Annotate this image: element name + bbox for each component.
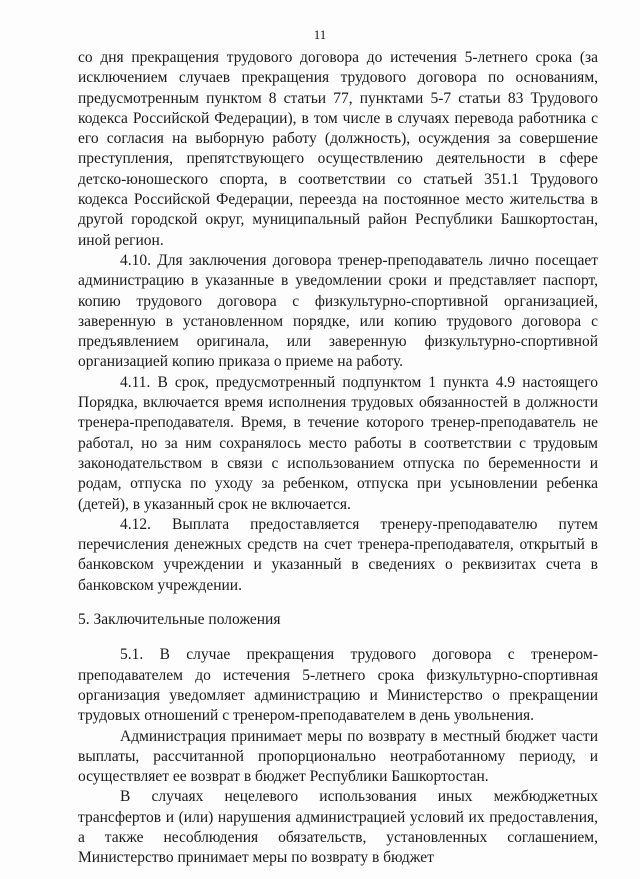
paragraph: 4.11. В срок, предусмотренный подпунктом 1 пункта 4.9 настоящего Порядка, включается время исполнения трудовых обязанностей в должности тренера-преподавателя. Время, в течение которого тренер-преподаватель не работал, но за ним сохранялось место работы в соответствии с трудовым законодательством в связи с использованием отпуска по беременности и родам, отпуска по уходу за ребенком, отпуска при усыновлении ребенка (детей), в указанный срок не включается. — [78, 373, 598, 513]
paragraph: Администрация принимает меры по возврату в местный бюджет части выплаты, рассчитанной пропорционально неотработанному периоду, и осуществляет ее возврат в бюджет Республики Башкортостан. — [78, 727, 598, 786]
paragraph: 4.12. Выплата предоставляется тренеру-преподавателю путем перечисления денежных средств на счет тренера-преподавателя, открытый в банковском учреждении и указанный в сведениях о реквизитах счета в банковском учреждении. — [78, 515, 598, 594]
paragraphs-before — [78, 48, 598, 596]
paragraphs-after — [78, 645, 598, 868]
paragraph: 5.1. В случае прекращения трудового договора с тренером-преподавателем до истечения 5-летнего срока физкультурно-спортивная организация уведомляет администрацию и Министерство о прекращении трудовых отношений с тренером-преподавателем в день увольнения. — [78, 646, 598, 725]
section-heading: 5. Заключительные положения — [78, 611, 281, 629]
paragraph: со дня прекращения трудового договора до истечения 5-летнего срока (за исключением случаев прекращения трудового договора по основаниям, предусмотренным пунктом 8 статьи 77, пунктами 5-7 статьи 83 Трудового кодекса Российской Федерации), в том числе в случаях перевода работника с его согласия на выборную работу (должность), осуждения за совершение преступления, препятствующего осуществлению деятельности в сфере детско-юношеского спорта, в соответствии со статьей 351.1 Трудового кодекса Российской Федерации, переезда на постоянное место жительства в другой городской округ, муниципальный район Республики Башкортостан, иной регион. — [78, 49, 598, 249]
page-number: 11 — [313, 27, 327, 42]
document-body — [78, 48, 598, 869]
paragraph: 4.10. Для заключения договора тренер-преподаватель лично посещает администрацию в указанные в уведомлении сроки и представляет паспорт, копию трудового договора с физкультурно-спортивной организацией, заверенную в установленном порядке, или копию трудового договора с предъявлением оригинала, или заверенную физкультурно-спортивной организацией копию приказа о приеме на работу. — [78, 251, 598, 371]
paragraph: В случаях нецелевого использования иных межбюджетных трансфертов и (или) нарушения администрацией условий их предоставления, а также несоблюдения обязательств, установленных соглашением, Министерство принимает меры по возврату в бюджет — [78, 788, 598, 867]
